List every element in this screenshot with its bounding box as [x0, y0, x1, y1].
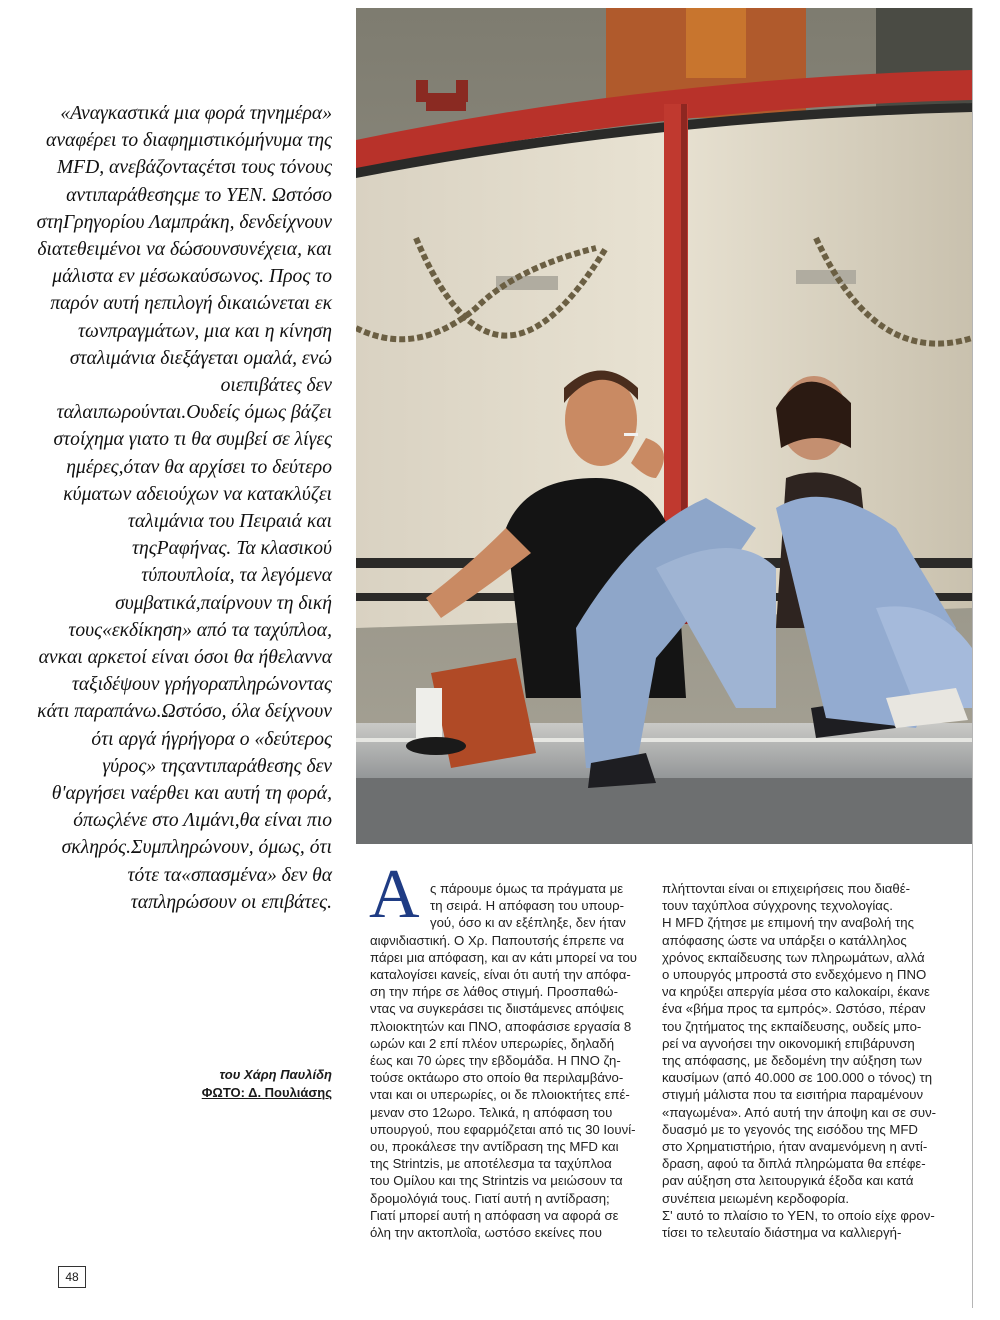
text-line: ένα «βήμα προς τα εμπρός». Ωστόσο, πέραν — [662, 1001, 926, 1017]
text-line: όλη την ακτοπλοΐα, ωστόσο εκείνες που — [370, 1225, 602, 1241]
text-line: «παγωμένα». Από αυτή την άποψη και σε συν- — [662, 1104, 937, 1120]
article-credits — [150, 1066, 332, 1102]
text-line: δρομολόγιά τους. Γιατί αυτή η αντίδραση; — [370, 1190, 610, 1206]
text-line: το τι θα συμβεί σε λίγες ημέρες, — [66, 429, 332, 478]
text-line: καυσίμων (από 40.000 σε 100.000 ο τόνος) τη — [662, 1070, 933, 1086]
text-line: θα είναι πιο σκληρός. — [61, 810, 332, 859]
text-line: ση την πήρε σε λάθος στιγμή. Προσπαθώ- — [370, 984, 618, 1000]
text-line: «Αναγκαστικά μια φορά την — [60, 103, 276, 124]
text-line: τουν ταχύπλοα σύγχρονης τεχνολογίας. — [662, 898, 893, 914]
text-line: λιμάνια του Πειραιά και της — [131, 511, 332, 560]
text-line: πραγμάτων, μια και η κίνηση στα — [69, 320, 332, 369]
author-credit: του Χάρη Παυλίδη — [219, 1067, 332, 1082]
pull-quote — [36, 100, 332, 916]
text-line: αντιπαράθεσης δεν θ'αργήσει να — [51, 755, 332, 805]
text-line: λιμάνια διεξάγεται ομαλά, ενώ οι — [96, 347, 332, 397]
page-edge-rule — [972, 8, 973, 1308]
text-line: της Strintzis, με αποτέλεσμα τα ταχύπλοα — [370, 1156, 612, 1172]
text-line: Γιατί μπορεί αυτή η απόφαση να αφορά σε — [370, 1207, 619, 1223]
text-line: στιγμή μάλιστα που τα εισιτήρια παραμένουν — [662, 1087, 924, 1103]
text-line: τη σειρά. Η απόφαση του υπουρ- — [430, 898, 624, 914]
text-line: στο Χρηματιστήριο, ήταν αναμενόμενη η αντί- — [662, 1139, 928, 1155]
text-line: ωρών και 2 επί πλέον υπερωρίες, δηλαδή — [370, 1035, 615, 1051]
text-line: μήνυμα της MFD, ανεβάζοντας — [56, 130, 332, 179]
text-line: γού, όσο κι αν εξέπληξε, δεν ήταν — [430, 915, 626, 931]
text-line: πληρώνοντας κάτι παραπάνω. — [37, 674, 332, 723]
text-line: ντας να συγκεράσει τις διιστάμενες απόψεις — [370, 1001, 625, 1017]
text-line: Συμπληρώνουν, όμως, ότι τότε τα — [127, 837, 332, 886]
text-line: επιβάτες δεν ταλαιπωρούνται. — [56, 375, 332, 424]
text-line: νται και οι υπερωρίες, οι δε πλοιοκτήτες επέ- — [370, 1087, 630, 1103]
text-line: έως και 70 ώρες την εβδομάδα. Η ΠΝΟ ζη- — [370, 1053, 621, 1069]
text-line: έρθει και αυτή τη φορά, όπως — [73, 783, 332, 832]
text-line: δυασμό με το γεγονός της εισόδου της MFD — [662, 1121, 918, 1137]
text-line: δραση, αφού τα διπλά πληρώματα θα επέφε- — [662, 1156, 926, 1172]
photo-illustration — [356, 8, 972, 844]
text-line: Ουδείς όμως βάζει στοίχημα για — [53, 402, 332, 451]
text-line: Σ' αυτό το πλαίσιο το ΥΕΝ, το οποίο είχε φρον- — [662, 1207, 935, 1223]
text-line: τούσε οκτάωρο στο οποίο θα περιλαμβάνο- — [370, 1070, 624, 1086]
text-line: πλήττονται είναι οι επιχειρήσεις που διαθέ- — [662, 881, 911, 896]
text-line: καταλογίσει κανείς, είναι ότι αυτή την απόφα- — [370, 967, 631, 983]
text-line: πλοία, τα λεγόμενα συμβατικά, — [115, 565, 332, 614]
text-line: «σπασμένα» δεν θα τα — [130, 864, 332, 913]
text-line: του Ομίλου και της Strintzis να μειώσουν τα — [370, 1173, 623, 1189]
text-line: ς πάρουμε όμως τα πράγματα με — [430, 881, 624, 896]
text-line: Ραφήνας. Τα κλασικού τύπου — [141, 538, 332, 587]
text-line: ημέρα» αναφέρει το διαφημιστικό — [46, 103, 332, 152]
text-line: πληρώσουν οι επιβάτες. — [148, 891, 332, 913]
text-line: ου, προκάλεσε την αντίδραση της MFD και — [370, 1139, 619, 1155]
text-line: λένε στο Λιμάνι, — [114, 810, 240, 832]
text-line: απόφασης ώστε να υπάρξει ο κατάλληλος — [662, 932, 907, 948]
text-line: συνέπεια μειωμένη κερδοφορία. — [662, 1190, 850, 1206]
article-photo — [356, 8, 972, 844]
text-line: όταν θα αρχίσει το δεύτερο κύμα — [63, 456, 332, 505]
drop-cap: Α — [369, 856, 420, 933]
text-line: επιλογή δικαιώνεται εκ των — [78, 293, 332, 342]
text-line: πλοιοκτητών και ΠΝΟ, αποφάσισε εργασία 8 — [370, 1018, 632, 1034]
text-line: ραν αύξηση στα λειτουργικά έξοδα και κατά — [662, 1173, 914, 1189]
text-line: δείχνουν διατεθειμένοι να δώσουν — [37, 211, 332, 261]
text-line: υπουργού, που εφαρμόζεται από τις 30 Ιουνί- — [370, 1121, 636, 1137]
text-line: και αρκετοί είναι όσοι θα ήθελαν — [57, 647, 314, 669]
text-line: με το ΥΕΝ. Ωστόσο στη — [36, 184, 332, 233]
text-line: αιφνιδιαστική. Ο Χρ. Παπουτσής έπρεπε να — [370, 932, 624, 948]
text-line: Ωστόσο, όλα δείχνουν ότι αργά ή — [91, 701, 332, 750]
text-line: χρόνος εκπαίδευσης των πληρωμάτων, αλλά — [662, 949, 925, 965]
text-line: «εκδίκηση» από τα ταχύπλοα, αν — [38, 619, 332, 669]
text-line: Γρηγορίου Λαμπράκη, δεν — [63, 211, 265, 233]
text-line: να ταξιδέψουν γρήγορα — [71, 647, 332, 696]
text-line: των αδειούχων να κατακλύζει τα — [101, 483, 332, 533]
text-line: συνέχεια, και μάλιστα εν μέσω — [52, 239, 332, 288]
text-line: ρεί να αγνοήσει την οικονομική επιβάρυνση — [662, 1035, 915, 1051]
page-number: 48 — [58, 1266, 86, 1288]
text-line: γρήγορα ο «δεύτερος γύρος» της — [102, 728, 332, 777]
text-line: του ζητήματος της εκπαίδευσης, ουδείς μπο- — [662, 1018, 922, 1034]
article-column-2 — [662, 880, 958, 1241]
photo-credit: ΦΩΤΟ: Δ. Πουλιάσης — [201, 1085, 332, 1100]
text-line: Η MFD ζήτησε με επιμονή την αναβολή της — [662, 915, 914, 931]
text-line: της απόφασης, με δεδομένη την αύξηση των — [662, 1053, 922, 1069]
text-line: τίσει το τελευταίο διάστημα να καλλιεργή- — [662, 1225, 902, 1241]
text-line: μεναν στο 12ωρο. Τελικά, η απόφαση του — [370, 1104, 613, 1120]
article-column-1 — [370, 880, 652, 1241]
text-line: έτσι τους τόνους αντιπαράθεσης — [66, 157, 332, 206]
text-line: πάρει μια απόφαση, και αν κάτι μπορεί να του — [370, 949, 638, 965]
text-line: ο υπουργός μπροστά στο ενδεχόμενο η ΠΝΟ — [662, 967, 927, 983]
text-line: παίρνουν τη δική τους — [68, 592, 332, 641]
text-line: καύσωνος. Προς το παρόν αυτή η — [50, 266, 332, 315]
text-line: να κηρύξει απεργία μέσα στο καλοκαίρι, έκανε — [662, 984, 930, 1000]
